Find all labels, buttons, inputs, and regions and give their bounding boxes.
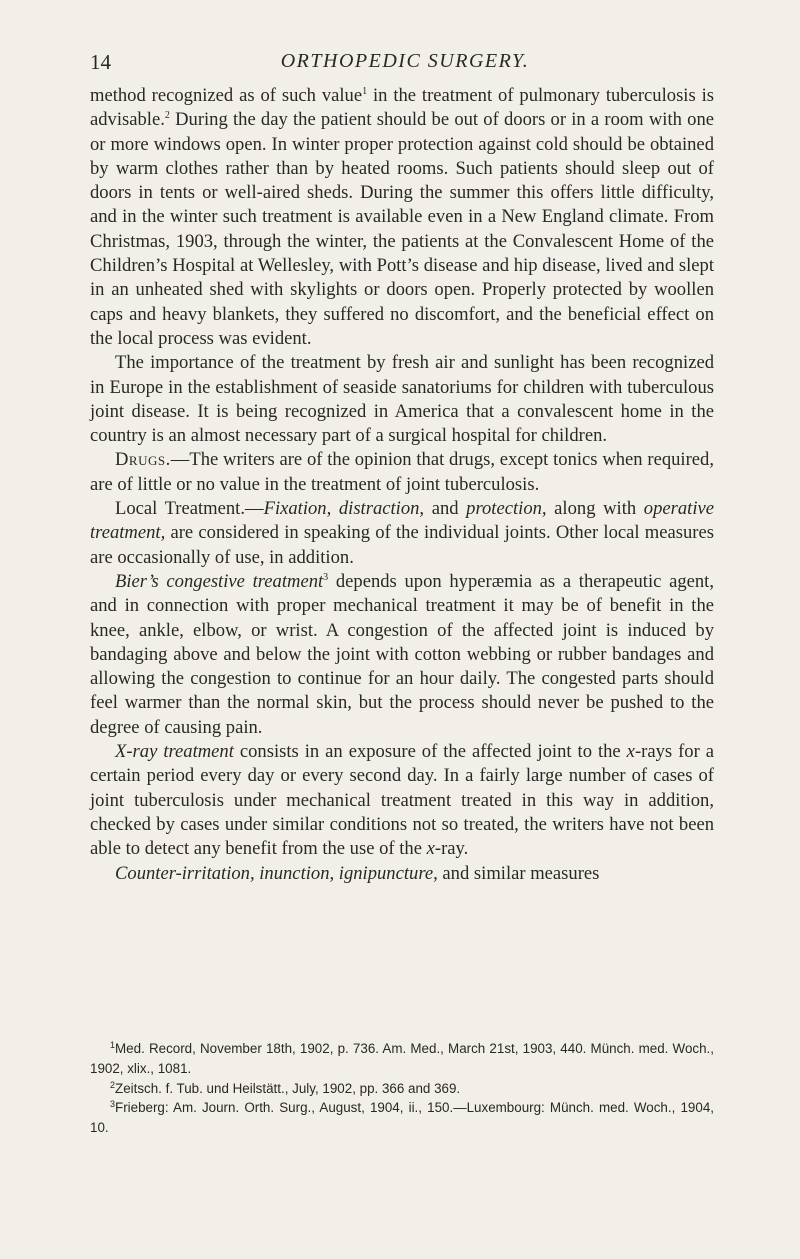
text-run: —: [245, 498, 264, 520]
text-run: consists in an exposure of the affected joint to the: [233, 741, 627, 763]
paragraph-local-treatment: [90, 497, 714, 570]
footnote-text: Frieberg: Am. Journ. Orth. Surg., August, 1904, ii., 150.—Luxembourg: Münch. med. Woch., 1904, 10.: [90, 1100, 714, 1136]
text-run: -ray.: [434, 838, 469, 860]
footnote-ref: 2: [164, 110, 170, 122]
footnote: [90, 1079, 714, 1099]
footnote-text: Med. Record, November 18th, 1902, p. 736. Am. Med., March 21st, 1903, 440. Münch. med. Woch., 1902, xlix., 1081.: [90, 1041, 714, 1076]
footnote: [90, 1039, 714, 1079]
italic-term: Bier’s congestive treatment: [115, 570, 324, 592]
text-run: along with: [546, 498, 644, 520]
footnote-mark: 1: [110, 1040, 116, 1050]
footnote-mark: 3: [110, 1099, 116, 1110]
body-text: [90, 84, 714, 886]
paragraph-drugs: [90, 448, 714, 497]
paragraph-bier: [90, 570, 714, 740]
section-lead: Drugs.: [115, 449, 171, 471]
text-run: in the treatment of pulmonary tuberculosis is advisable.: [90, 85, 714, 131]
text-run: depends upon hyperæmia as a therapeutic agent, and in connection with proper mechanical treatment it may be of benefit in the knee, ankle, elbow, or wrist. A congestion of the affected joint is induced by bandaging above and below the joint with cotton webbing or rubber bandages and allowing the congestion to continue for an hour daily. The congested parts should feel warmer than the normal skin, but the process should never be pushed to the degree of causing pain.: [90, 570, 714, 738]
paragraph-fresh-air: The importance of the treatment by fresh air and sunlight has been recognized in Europe in the establishment of seaside sanatoriums for children with tuberculous joint disease. It is being recognized in America that a convalescent home in the country is an almost necessary part of a surgical hospital for children.: [90, 352, 714, 447]
italic-term: Counter-irritation, inunction, ignipuncture,: [115, 862, 438, 884]
footnotes: [90, 1039, 714, 1138]
italic-term: Fixation, distraction,: [263, 498, 425, 520]
text-run: -rays for a certain period every day or every second day. In a fairly large number of cases of joint tuberculosis under mechanical treatment treated in this way in addition, checked by cases under similar conditions not so treated, the writers have not been able to detect any benefit from the use of the: [90, 741, 714, 860]
footnote: [90, 1098, 714, 1138]
footnote-ref: 1: [362, 86, 368, 97]
italic-term: operative treatment,: [90, 498, 714, 544]
paragraph-continued: [90, 84, 714, 351]
paragraph-x-ray: [90, 740, 714, 861]
text-run: are considered in speaking of the individual joints. Other local measures are occasionally of use, in addition.: [90, 522, 714, 568]
footnote-ref: 3: [323, 571, 329, 583]
text-run: method recognized as of such value: [90, 85, 363, 106]
text-run: During the day the patient should be out of doors or in a room with one or more windows open. In winter proper protection against cold should be obtained by warm clothes rather than by heated rooms. Such patients should sleep out of doors in tents or well-aired sheds. During the summer this offers little difficulty, and in the winter such treatment is available even in a New England climate. From Christmas, 1903, through the winter, the patients at the Convalescent Home of the Children’s Hospital at Wellesley, with Pott’s disease and hip disease, lived and slept in an unheated shed with skylights or doors open. Properly protected by woollen caps and heavy blankets, they suffered no discomfort, and the beneficial effect on the local process was evident.: [90, 109, 714, 349]
page-number: 14: [90, 50, 111, 74]
page-header: [90, 50, 720, 80]
text-run: and similar measures: [437, 862, 600, 884]
running-head: ORTHOPEDIC SURGERY.: [280, 50, 530, 72]
footnote-text: Zeitsch. f. Tub. und Heilstätt., July, 1902, pp. 366 and 369.: [115, 1080, 461, 1096]
text-run: —The writers are of the opinion that drugs, except tonics when required, are of little or no value in the treatment of joint tuberculosis.: [90, 449, 714, 495]
italic-term: x: [626, 741, 635, 763]
italic-term: X-ray treatment: [115, 741, 234, 763]
text-run: and: [424, 498, 467, 520]
italic-term: protection,: [466, 498, 547, 520]
italic-term: x: [426, 838, 435, 860]
paragraph-counter-irritation: [90, 862, 714, 886]
footnote-mark: 2: [110, 1079, 116, 1090]
section-lead: Local Treatment.: [115, 498, 245, 520]
